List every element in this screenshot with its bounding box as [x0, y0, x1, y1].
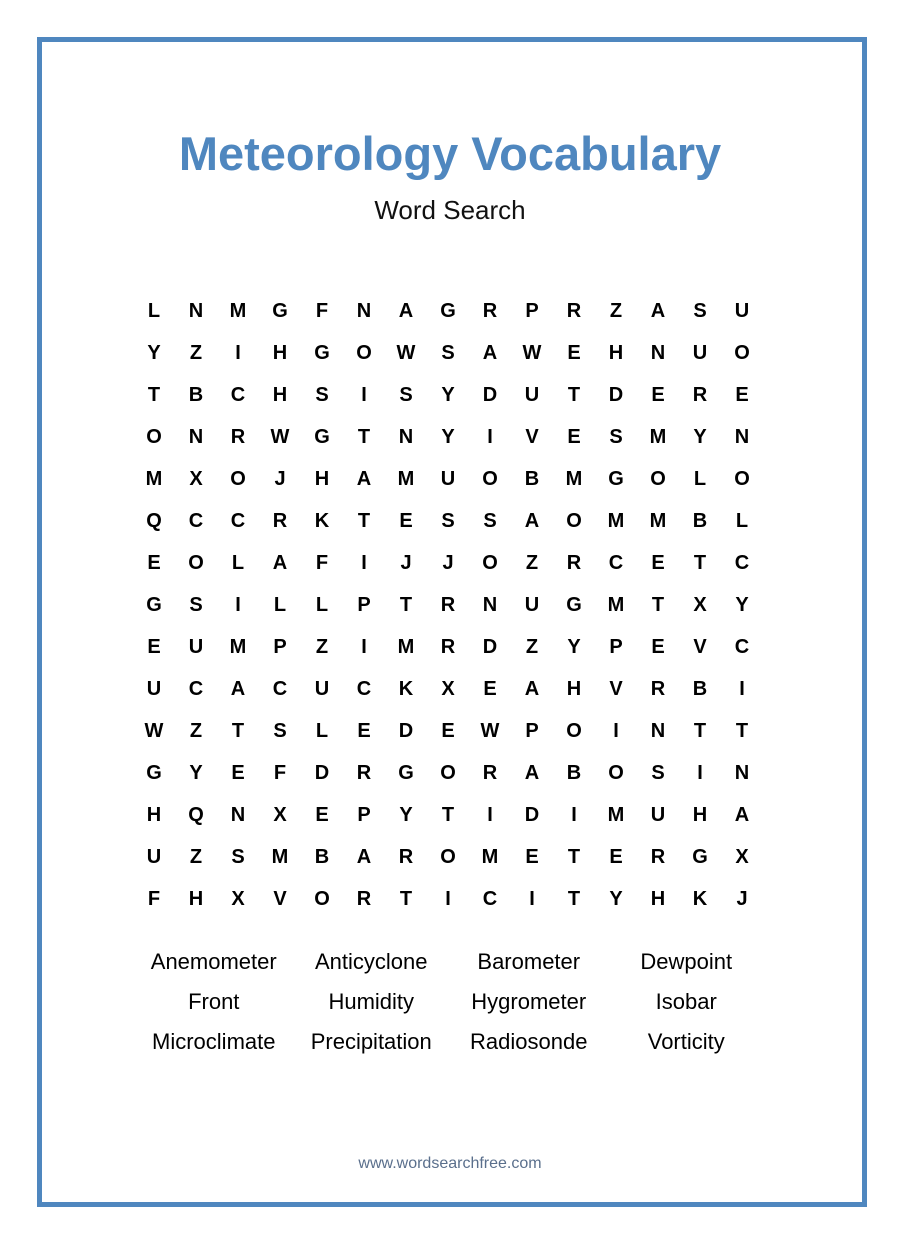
- grid-cell: M: [397, 468, 415, 490]
- grid-cell: C: [482, 888, 498, 910]
- grid-cell: E: [567, 342, 581, 364]
- grid-cell: R: [230, 426, 246, 448]
- grid-cell: U: [314, 678, 330, 700]
- grid-cell: T: [357, 510, 371, 532]
- grid-cell: X: [441, 678, 455, 700]
- grid-cell: S: [231, 846, 245, 868]
- grid-cell: J: [736, 888, 748, 910]
- grid-cell: N: [734, 762, 750, 784]
- grid-cell: R: [398, 846, 414, 868]
- grid-cell: M: [649, 426, 667, 448]
- grid-cell: Y: [189, 762, 203, 784]
- word-list: [135, 942, 765, 1062]
- word-list-item: Dewpoint: [640, 949, 733, 974]
- word-list-item: Precipitation: [310, 1029, 432, 1054]
- grid-cell: E: [651, 552, 665, 574]
- grid-cell: D: [608, 384, 624, 406]
- grid-cell: O: [734, 468, 750, 490]
- grid-cell: O: [608, 762, 624, 784]
- grid-cell: H: [146, 804, 162, 826]
- grid-cell: L: [231, 552, 245, 574]
- grid-cell: L: [315, 594, 329, 616]
- grid-cell: N: [188, 300, 204, 322]
- grid-cell: P: [609, 636, 623, 658]
- grid-cell: C: [230, 510, 246, 532]
- grid-cell: N: [398, 426, 414, 448]
- grid-cell: T: [567, 888, 581, 910]
- grid-cell: G: [272, 300, 288, 322]
- grid-cell: S: [609, 426, 623, 448]
- grid-row: [133, 290, 763, 332]
- grid-cell: E: [399, 510, 413, 532]
- grid-cell: T: [693, 720, 707, 742]
- grid-cell: C: [230, 384, 246, 406]
- grid-cell: L: [147, 300, 161, 322]
- grid-cell: P: [525, 300, 539, 322]
- word-list-item: Barometer: [477, 949, 581, 974]
- grid-cell: E: [147, 552, 161, 574]
- grid-cell: J: [442, 552, 454, 574]
- grid-cell: T: [567, 846, 581, 868]
- grid-cell: O: [146, 426, 162, 448]
- grid-cell: N: [356, 300, 372, 322]
- grid-cell: Y: [609, 888, 623, 910]
- word-list-item: Hygrometer: [471, 989, 587, 1014]
- grid-cell: E: [231, 762, 245, 784]
- grid-cell: A: [482, 342, 498, 364]
- grid-cell: P: [273, 636, 287, 658]
- grid-cell: N: [734, 426, 750, 448]
- grid-cell: Z: [525, 552, 539, 574]
- grid-cell: I: [445, 888, 451, 910]
- grid-cell: M: [145, 468, 163, 490]
- grid-cell: T: [399, 888, 413, 910]
- grid-cell: S: [483, 510, 497, 532]
- grid-cell: O: [482, 552, 498, 574]
- grid-cell: L: [735, 510, 749, 532]
- grid-cell: U: [692, 342, 708, 364]
- grid-cell: W: [480, 720, 500, 742]
- grid-cell: Z: [525, 636, 539, 658]
- grid-cell: I: [361, 384, 367, 406]
- grid-cell: H: [692, 804, 708, 826]
- word-list-item: Front: [188, 989, 240, 1014]
- grid-cell: V: [273, 888, 287, 910]
- grid-cell: R: [692, 384, 708, 406]
- grid-cell: T: [357, 426, 371, 448]
- grid-cell: O: [230, 468, 246, 490]
- grid-cell: M: [397, 636, 415, 658]
- grid-cell: U: [650, 804, 666, 826]
- grid-cell: H: [272, 384, 288, 406]
- grid-cell: L: [315, 720, 329, 742]
- grid-cell: Y: [441, 426, 455, 448]
- grid-cell: A: [734, 804, 750, 826]
- word-list-item: Humidity: [328, 989, 415, 1014]
- grid-cell: X: [735, 846, 749, 868]
- grid-cell: C: [188, 678, 204, 700]
- grid-cell: D: [314, 762, 330, 784]
- grid-cell: L: [693, 468, 707, 490]
- grid-cell: K: [398, 678, 414, 700]
- grid-cell: U: [440, 468, 456, 490]
- grid-cell: T: [231, 720, 245, 742]
- word-list-item: Radiosonde: [470, 1029, 588, 1054]
- grid-cell: F: [147, 888, 161, 910]
- grid-cell: I: [697, 762, 703, 784]
- grid-cell: E: [567, 426, 581, 448]
- grid-cell: V: [525, 426, 539, 448]
- grid-cell: T: [441, 804, 455, 826]
- grid-cell: E: [735, 384, 749, 406]
- grid-cell: S: [441, 510, 455, 532]
- grid-cell: U: [188, 636, 204, 658]
- grid-cell: U: [146, 846, 162, 868]
- grid-cell: W: [396, 342, 416, 364]
- grid-cell: Z: [315, 636, 329, 658]
- grid-cell: Z: [189, 720, 203, 742]
- grid-cell: H: [314, 468, 330, 490]
- grid-cell: E: [147, 636, 161, 658]
- grid-cell: B: [566, 762, 582, 784]
- grid-cell: B: [692, 510, 708, 532]
- grid-cell: B: [188, 384, 204, 406]
- grid-cell: H: [272, 342, 288, 364]
- grid-cell: M: [565, 468, 583, 490]
- page-title: Meteorology Vocabulary: [178, 127, 722, 180]
- grid-row: [133, 458, 763, 500]
- grid-cell: R: [566, 300, 582, 322]
- grid-cell: I: [487, 804, 493, 826]
- grid-cell: S: [441, 342, 455, 364]
- grid-cell: I: [487, 426, 493, 448]
- grid-cell: I: [739, 678, 745, 700]
- grid-cell: Y: [399, 804, 413, 826]
- grid-cell: U: [734, 300, 750, 322]
- grid-row: [133, 626, 763, 668]
- grid-cell: E: [483, 678, 497, 700]
- grid-cell: K: [692, 888, 708, 910]
- grid-cell: E: [525, 846, 539, 868]
- grid-cell: C: [734, 552, 750, 574]
- grid-cell: Y: [693, 426, 707, 448]
- word-list-row: [135, 1022, 765, 1062]
- word-list-item: Microclimate: [152, 1029, 276, 1054]
- grid-row: [133, 542, 763, 584]
- grid-cell: X: [693, 594, 707, 616]
- grid-cell: R: [356, 888, 372, 910]
- grid-cell: N: [650, 342, 666, 364]
- grid-cell: O: [650, 468, 666, 490]
- grid-cell: Z: [189, 846, 203, 868]
- grid-cell: J: [274, 468, 286, 490]
- word-list-item: Anemometer: [150, 949, 277, 974]
- grid-cell: Y: [735, 594, 749, 616]
- grid-cell: T: [147, 384, 161, 406]
- grid-cell: B: [314, 846, 330, 868]
- grid-cell: O: [482, 468, 498, 490]
- grid-cell: M: [481, 846, 499, 868]
- grid-cell: E: [441, 720, 455, 742]
- grid-cell: Z: [189, 342, 203, 364]
- grid-cell: M: [271, 846, 289, 868]
- grid-cell: G: [440, 300, 456, 322]
- grid-cell: N: [482, 594, 498, 616]
- grid-cell: C: [188, 510, 204, 532]
- grid-cell: U: [524, 384, 540, 406]
- grid-row: [133, 332, 763, 374]
- grid-cell: L: [273, 594, 287, 616]
- grid-cell: E: [315, 804, 329, 826]
- grid-cell: X: [273, 804, 287, 826]
- grid-cell: X: [189, 468, 203, 490]
- grid-cell: O: [356, 342, 372, 364]
- word-list-row: [135, 982, 765, 1022]
- grid-cell: A: [650, 300, 666, 322]
- grid-cell: D: [482, 384, 498, 406]
- grid-cell: I: [613, 720, 619, 742]
- grid-cell: R: [482, 762, 498, 784]
- grid-cell: G: [398, 762, 414, 784]
- grid-cell: R: [650, 678, 666, 700]
- grid-cell: G: [608, 468, 624, 490]
- grid-cell: Y: [567, 636, 581, 658]
- grid-cell: S: [651, 762, 665, 784]
- grid-row: [133, 500, 763, 542]
- grid-cell: A: [398, 300, 414, 322]
- grid-cell: Y: [441, 384, 455, 406]
- grid-cell: W: [144, 720, 164, 742]
- grid-cell: S: [189, 594, 203, 616]
- grid-cell: R: [650, 846, 666, 868]
- grid-cell: E: [651, 384, 665, 406]
- grid-cell: J: [400, 552, 412, 574]
- grid-cell: G: [566, 594, 582, 616]
- footer-url: www.wordsearchfree.com: [358, 1155, 542, 1172]
- grid-cell: A: [356, 468, 372, 490]
- grid-cell: R: [440, 594, 456, 616]
- grid-cell: R: [482, 300, 498, 322]
- grid-cell: O: [440, 762, 456, 784]
- grid-cell: A: [524, 510, 540, 532]
- grid-cell: Q: [188, 804, 204, 826]
- grid-cell: U: [524, 594, 540, 616]
- grid-cell: G: [146, 594, 162, 616]
- grid-cell: X: [231, 888, 245, 910]
- grid-cell: G: [692, 846, 708, 868]
- grid-cell: A: [272, 552, 288, 574]
- grid-cell: Y: [147, 342, 161, 364]
- grid-row: [133, 752, 763, 794]
- grid-cell: R: [566, 552, 582, 574]
- grid-cell: O: [566, 510, 582, 532]
- grid-cell: S: [693, 300, 707, 322]
- grid-cell: P: [525, 720, 539, 742]
- grid-row: [133, 374, 763, 416]
- grid-cell: M: [607, 510, 625, 532]
- grid-cell: S: [273, 720, 287, 742]
- grid-cell: I: [235, 342, 241, 364]
- grid-cell: V: [693, 636, 707, 658]
- grid-cell: M: [607, 804, 625, 826]
- grid-cell: D: [524, 804, 540, 826]
- grid-cell: O: [566, 720, 582, 742]
- grid-row: [133, 836, 763, 878]
- grid-cell: F: [315, 300, 329, 322]
- grid-cell: M: [607, 594, 625, 616]
- letter-grid: [133, 290, 763, 920]
- grid-row: [133, 794, 763, 836]
- grid-cell: N: [188, 426, 204, 448]
- grid-row: [133, 878, 763, 920]
- grid-cell: E: [609, 846, 623, 868]
- grid-cell: R: [440, 636, 456, 658]
- grid-row: [133, 584, 763, 626]
- grid-cell: B: [692, 678, 708, 700]
- grid-cell: I: [361, 636, 367, 658]
- grid-cell: P: [357, 804, 371, 826]
- grid-cell: O: [440, 846, 456, 868]
- grid-cell: S: [399, 384, 413, 406]
- grid-cell: D: [398, 720, 414, 742]
- grid-cell: W: [522, 342, 542, 364]
- grid-cell: I: [529, 888, 535, 910]
- grid-row: [133, 668, 763, 710]
- grid-cell: T: [399, 594, 413, 616]
- grid-cell: H: [188, 888, 204, 910]
- page-subtitle: Word Search: [374, 195, 526, 225]
- grid-cell: C: [272, 678, 288, 700]
- grid-cell: B: [524, 468, 540, 490]
- grid-cell: A: [524, 678, 540, 700]
- grid-cell: M: [229, 300, 247, 322]
- grid-cell: N: [650, 720, 666, 742]
- grid-cell: O: [188, 552, 204, 574]
- grid-row: [133, 416, 763, 458]
- grid-cell: C: [734, 636, 750, 658]
- grid-cell: P: [357, 594, 371, 616]
- grid-cell: C: [356, 678, 372, 700]
- grid-cell: Z: [609, 300, 623, 322]
- grid-cell: T: [735, 720, 749, 742]
- word-list-row: [135, 942, 765, 982]
- word-list-item: Vorticity: [647, 1029, 725, 1054]
- grid-cell: D: [482, 636, 498, 658]
- grid-cell: C: [608, 552, 624, 574]
- grid-cell: K: [314, 510, 330, 532]
- grid-cell: R: [272, 510, 288, 532]
- grid-cell: G: [314, 426, 330, 448]
- grid-cell: A: [524, 762, 540, 784]
- grid-cell: S: [315, 384, 329, 406]
- grid-cell: G: [314, 342, 330, 364]
- grid-row: [133, 710, 763, 752]
- grid-cell: I: [571, 804, 577, 826]
- grid-cell: I: [235, 594, 241, 616]
- grid-cell: A: [230, 678, 246, 700]
- grid-cell: A: [356, 846, 372, 868]
- grid-cell: V: [609, 678, 623, 700]
- grid-cell: O: [734, 342, 750, 364]
- grid-cell: R: [356, 762, 372, 784]
- grid-cell: N: [230, 804, 246, 826]
- grid-cell: T: [651, 594, 665, 616]
- grid-cell: I: [361, 552, 367, 574]
- grid-cell: G: [146, 762, 162, 784]
- grid-cell: T: [693, 552, 707, 574]
- grid-cell: M: [229, 636, 247, 658]
- grid-cell: H: [608, 342, 624, 364]
- word-list-item: Anticyclone: [314, 949, 428, 974]
- grid-cell: O: [314, 888, 330, 910]
- grid-cell: U: [146, 678, 162, 700]
- grid-cell: H: [566, 678, 582, 700]
- grid-cell: E: [651, 636, 665, 658]
- grid-cell: M: [649, 510, 667, 532]
- grid-cell: H: [650, 888, 666, 910]
- grid-cell: F: [273, 762, 287, 784]
- grid-cell: T: [567, 384, 581, 406]
- grid-cell: F: [315, 552, 329, 574]
- grid-cell: E: [357, 720, 371, 742]
- grid-cell: Q: [146, 510, 162, 532]
- grid-cell: W: [270, 426, 290, 448]
- word-list-item: Isobar: [655, 989, 717, 1014]
